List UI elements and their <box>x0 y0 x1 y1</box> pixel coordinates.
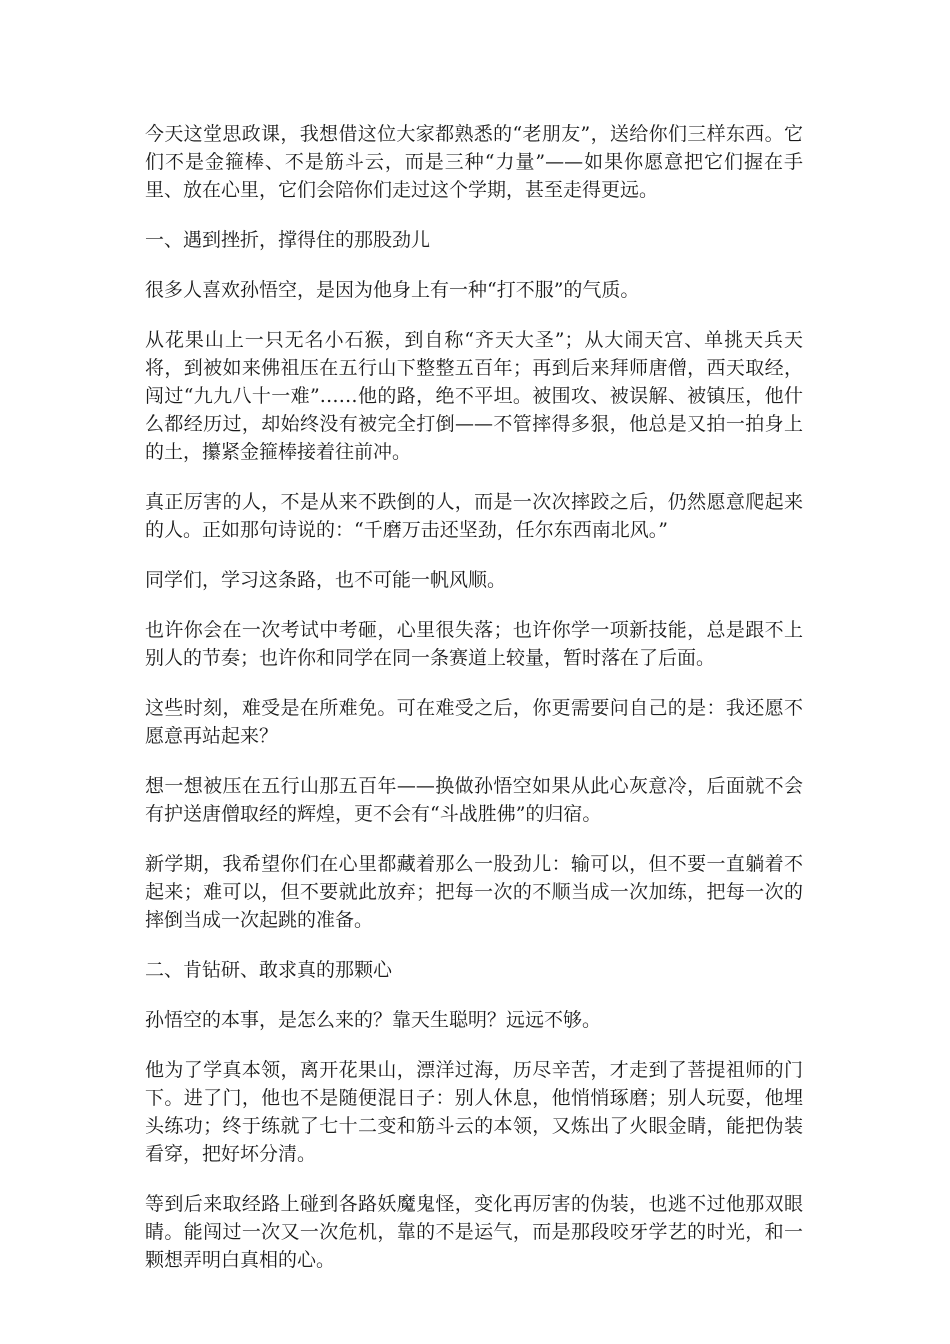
body-paragraph: 想一想被压在五行山那五百年——换做孙悟空如果从此心灰意冷，后面就不会有护送唐僧取经的辉煌，更不会有“斗战胜佛”的归宿。 <box>145 775 803 825</box>
body-paragraph: 孙悟空的本事，是怎么来的？靠天生聪明？远远不够。 <box>145 1009 602 1031</box>
section-heading-1: 一、遇到挫折，撑得住的那股劲儿 <box>145 229 431 251</box>
intro-paragraph: 今天这堂思政课，我想借这位大家都熟悉的“老朋友”，送给你们三样东西。它们不是金箍棒、不是筋斗云，而是三种“力量”——如果你愿意把它们握在手里、放在心里，它们会陪你们走过这个学期，甚至走得更远。 <box>145 123 803 201</box>
section-heading-2: 二、肯钻研、敢求真的那颗心 <box>145 959 393 981</box>
body-paragraph: 同学们，学习这条路，也不可能一帆风顺。 <box>145 569 507 591</box>
body-paragraph: 从花果山上一只无名小石猴，到自称“齐天大圣”；从大闹天宫、单挑天兵天将，到被如来佛祖压在五行山下整整五百年；再到后来拜师唐僧，西天取经，闯过“九九八十一难”……他的路，绝不平坦。被围攻、被误解、被镇压，他什么都经历过，却始终没有被完全打倒——不管摔得多狠，他总是又拍一拍身上的土，攥紧金箍棒接着往前冲。 <box>145 329 803 463</box>
body-paragraph: 也许你会在一次考试中考砸，心里很失落；也许你学一项新技能，总是跟不上别人的节奏；也许你和同学在同一条赛道上较量，暂时落在了后面。 <box>145 619 803 669</box>
body-paragraph: 等到后来取经路上碰到各路妖魔鬼怪，变化再厉害的伪装，也逃不过他那双眼睛。能闯过一次又一次危机，靠的不是运气，而是那段咬牙学艺的时光，和一颗想弄明白真相的心。 <box>145 1193 803 1271</box>
body-paragraph: 他为了学真本领，离开花果山，漂洋过海，历尽辛苦，才走到了菩提祖师的门下。进了门，他也不是随便混日子：别人休息，他悄悄琢磨；别人玩耍，他埋头练功；终于练就了七十二变和筋斗云的本领，又炼出了火眼金睛，能把伪装看穿，把好坏分清。 <box>145 1059 803 1165</box>
document-body <box>145 120 803 1296</box>
body-paragraph: 这些时刻，难受是在所难免。可在难受之后，你更需要问自己的是：我还愿不愿意再站起来？ <box>145 697 803 747</box>
body-paragraph: 真正厉害的人，不是从来不跌倒的人，而是一次次摔跤之后，仍然愿意爬起来的人。正如那句诗说的：“千磨万击还坚劲，任尔东西南北风。” <box>145 491 803 541</box>
body-paragraph: 新学期，我希望你们在心里都藏着那么一股劲儿：输可以，但不要一直躺着不起来；难可以，但不要就此放弃；把每一次的不顺当成一次加练，把每一次的摔倒当成一次起跳的准备。 <box>145 853 803 931</box>
body-paragraph: 很多人喜欢孙悟空，是因为他身上有一种“打不服”的气质。 <box>145 279 640 301</box>
